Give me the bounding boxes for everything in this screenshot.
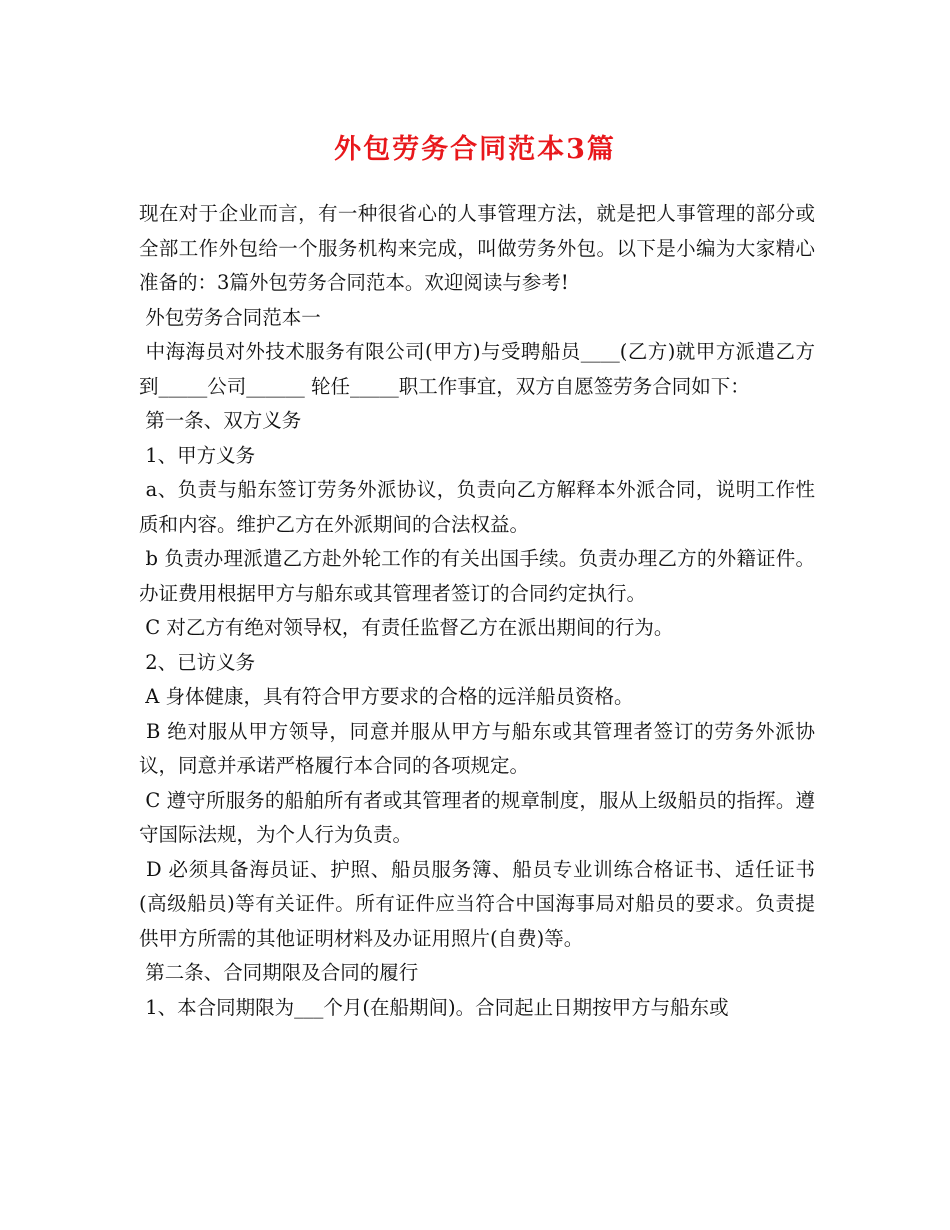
party-a-obligations-heading: 1、甲方义务 [139,443,256,467]
intro-paragraph: 现在对于企业而言，有一种很省心的人事管理方法，就是把人事管理的部分或全部工作外包给一个服务机构来完成，叫做劳务外包。以下是小编为大家精心准备的：3篇外包劳务合同范本。欢迎阅读与参考! [139,202,815,294]
term-clause: 1、本合同期限为___个月(在船期间)。合同起止日期按甲方与船东或 [139,995,729,1019]
clause-upper-c: C 遵守所服务的船舶所有者或其管理者的规章制度，服从上级船员的指挥。遵守国际法规，为个人行为负责。 [139,788,815,846]
document-title: 外包劳务合同范本3篇 [334,134,616,165]
contract-preamble: 中海海员对外技术服务有限公司(甲方)与受聘船员____(乙方)就甲方派遣乙方到_____公司______ 轮任_____职工作事宜，双方自愿签劳务合同如下： [139,340,815,398]
clause-upper-d: D 必须具备海员证、护照、船员服务簿、船员专业训练合格证书、适任证书(高级船员)等有关证件。所有证件应当符合中国海事局对船员的要求。负责提供甲方所需的其他证明材料及办证用照片(自费)等。 [139,857,815,950]
clause-upper-a: A 身体健康，具有符合甲方要求的合格的远洋船员资格。 [139,685,634,708]
document-body [139,197,815,1025]
article-two-heading: 第二条、合同期限及合同的履行 [139,961,419,984]
clause-a: a、负责与船东签订劳务外派协议，负责向乙方解释本外派合同，说明工作性质和内容。维护乙方在外派期间的合法权益。 [139,478,815,536]
section-heading-contract-one: 外包劳务合同范本一 [139,305,321,329]
party-b-obligations-heading: 2、已访义务 [139,650,256,674]
clause-c: C 对乙方有绝对领导权，有责任监督乙方在派出期间的行为。 [139,616,674,639]
clause-b: b 负责办理派遣乙方赴外轮工作的有关出国手续。负责办理乙方的外籍证件。办证费用根据甲方与船东或其管理者签订的合同约定执行。 [139,547,816,605]
clause-upper-b: B 绝对服从甲方领导，同意并服从甲方与船东或其管理者签订的劳务外派协议，同意并承诺严格履行本合同的各项规定。 [139,719,815,777]
article-one-heading: 第一条、双方义务 [139,409,302,432]
